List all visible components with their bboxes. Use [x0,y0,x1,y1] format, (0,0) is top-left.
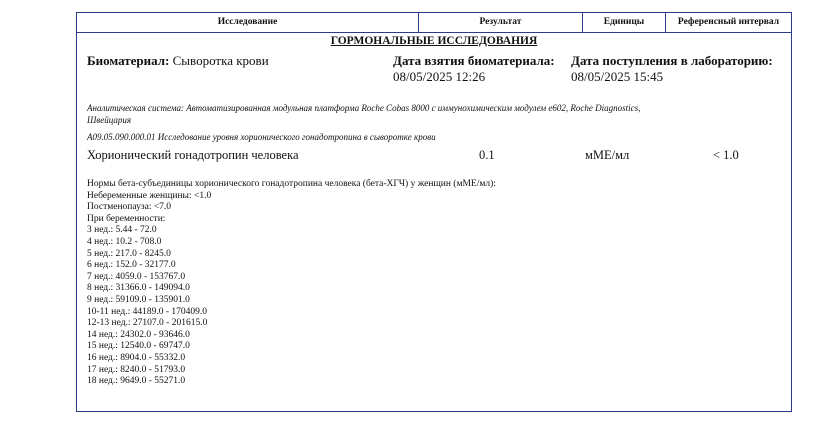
norm-line: 15 нед.: 12540.0 - 69747.0 [87,341,190,352]
sampling-label: Дата взятия биоматериала: [393,53,555,68]
sampling-date [393,53,555,85]
result-value: 0.1 [479,148,495,162]
norm-line: 7 нед.: 4059.0 - 153767.0 [87,271,186,282]
result-name: Хорионический гонадотропин человека [87,148,299,162]
norm-line: Небеременные женщины: <1.0 [87,190,212,201]
norm-line: 8 нед.: 31366.0 - 149094.0 [87,283,190,294]
biomaterial-label: Биоматериал: [87,53,170,68]
sampling-value: 08/05/2025 12:26 [393,69,486,84]
lab-report-page [76,12,792,412]
norm-line: 4 нед.: 10.2 - 708.0 [87,236,162,247]
study-code: A09.05.090.000.01 Исследование уровня хорионического гонадотропина в сыворотке крови [87,132,436,142]
norm-line: При беременности: [87,213,166,224]
norm-line: 3 нед.: 5.44 - 72.0 [87,225,157,236]
norms-block [87,179,496,388]
norm-line: 10-11 нед.: 44189.0 - 170409.0 [87,306,207,317]
norm-line: 5 нед.: 217.0 - 8245.0 [87,248,171,259]
norm-line: 6 нед.: 152.0 - 32177.0 [87,260,176,271]
received-date [571,53,773,85]
norm-line: Постменопауза: <7.0 [87,202,172,213]
result-units: мМЕ/мл [585,148,630,162]
biomaterial-value: Сыворотка крови [172,53,269,68]
received-value: 08/05/2025 15:45 [571,69,664,84]
norm-line: 16 нед.: 8904.0 - 55332.0 [87,352,186,363]
header-result: Результат [419,13,583,32]
analytic-system: Аналитическая система: Автоматизированная модульная платформа Roche Cobas 8000 с иммунохимическим модулем e602, Roche Diagnostics, Швейцария [87,103,641,125]
norms-title: Нормы бета-субъединицы хорионического гонадотропина человека (бета-ХГЧ) у женщин (мМЕ/мл): [87,179,496,189]
norm-line: 17 нед.: 8240.0 - 51793.0 [87,364,186,375]
section-title: ГОРМОНАЛЬНЫЕ ИССЛЕДОВАНИЯ [330,35,538,47]
norm-line: 12-13 нед.: 27107.0 - 201615.0 [87,318,208,329]
norm-line: 9 нед.: 59109.0 - 135901.0 [87,294,190,305]
norm-line: 18 нед.: 9649.0 - 55271.0 [87,376,186,387]
header-reference: Референсный интервал [677,17,780,27]
table-header [77,13,791,33]
received-label: Дата поступления в лабораторию: [571,53,773,68]
norm-line: 14 нед.: 24302.0 - 93646.0 [87,329,190,340]
header-units: Единицы [583,13,666,32]
biomaterial [87,53,269,69]
result-reference: < 1.0 [713,148,739,162]
header-study: Исследование [77,13,419,32]
